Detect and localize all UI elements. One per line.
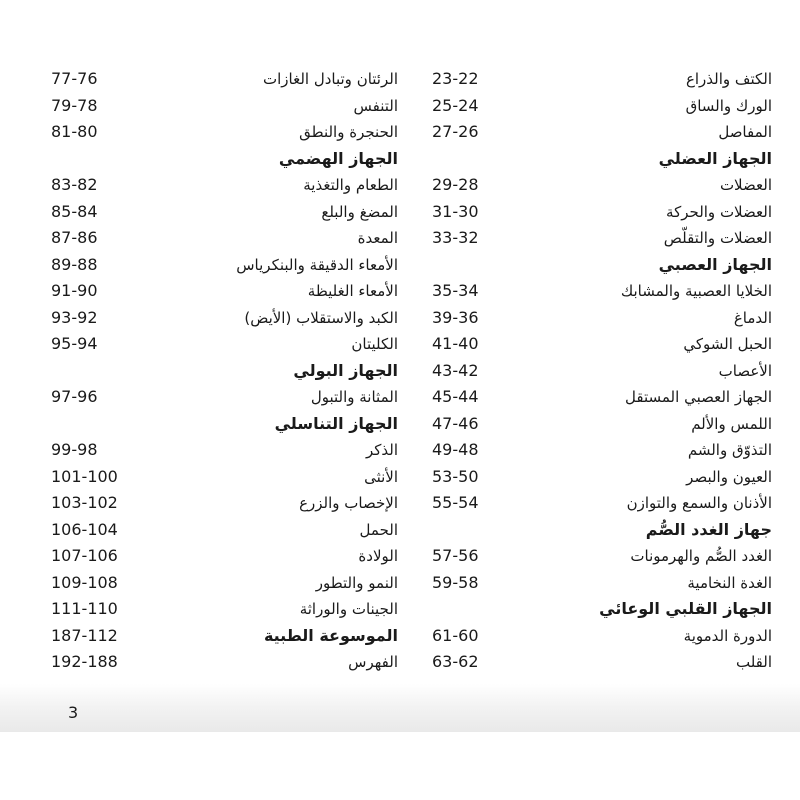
toc-entry xyxy=(40,278,398,305)
entry-title: المفاصل xyxy=(718,123,772,141)
entry-title: الأنثى xyxy=(364,467,398,486)
page-range: 55-54 xyxy=(432,493,479,512)
page-range: 81-80 xyxy=(51,122,98,141)
entry-title: الحبل الشوكي xyxy=(683,335,772,353)
entry-title: الأمعاء الدقيقة والبنكرياس xyxy=(236,255,398,274)
section-title: الجهاز القلبي الوعائي xyxy=(599,599,772,618)
toc-entry xyxy=(400,66,772,93)
page-range: 23-22 xyxy=(432,69,479,88)
page-range: 192-188 xyxy=(51,652,118,671)
toc-entry xyxy=(40,437,398,464)
toc-entry xyxy=(400,411,772,438)
page-range: 109-108 xyxy=(51,572,118,592)
entry-title: الطعام والتغذية xyxy=(303,176,398,194)
page-range: 91-90 xyxy=(51,281,98,300)
page-range: 61-60 xyxy=(432,625,479,645)
toc-right-column xyxy=(400,66,772,678)
entry-title: الغدة النخامية xyxy=(687,573,772,592)
section-title: الجهاز البولي xyxy=(293,360,398,380)
page-range: 83-82 xyxy=(51,175,98,194)
entry-title: اللمس والألم xyxy=(691,414,772,433)
toc-section-heading xyxy=(40,411,398,438)
entry-title: المعدة xyxy=(357,229,398,247)
toc-section-heading xyxy=(40,358,398,385)
page-range: 47-46 xyxy=(432,413,479,433)
entry-title: الدورة الدموية xyxy=(683,626,772,645)
page-range: 45-44 xyxy=(432,387,479,406)
section-title: الجهاز التناسلي xyxy=(274,413,398,433)
toc-entry xyxy=(400,384,772,411)
section-title: الجهاز العضلي xyxy=(658,148,772,168)
page-range: 87-86 xyxy=(51,228,98,247)
page-range: 106-104 xyxy=(51,519,118,539)
page-range: 57-56 xyxy=(432,546,479,565)
toc-entry xyxy=(40,66,398,93)
entry-title: الرئتان وتبادل الغازات xyxy=(262,70,398,88)
entry-title: المثانة والتبول xyxy=(310,388,398,406)
entry-title: الجينات والوراثة xyxy=(299,600,398,618)
section-title: جهاز الغدد الصُّم xyxy=(645,519,772,539)
toc-entry xyxy=(400,437,772,464)
toc-entry xyxy=(40,252,398,279)
footer-band xyxy=(0,684,800,732)
toc-entry xyxy=(40,199,398,226)
toc-entry xyxy=(400,93,772,120)
page-range: 35-34 xyxy=(432,281,479,300)
entry-title: الورك والساق xyxy=(685,96,772,115)
toc-entry xyxy=(400,358,772,385)
page-range: 43-42 xyxy=(432,360,479,380)
page-range: 187-112 xyxy=(51,625,118,645)
toc-entry xyxy=(400,172,772,199)
page-range: 79-78 xyxy=(51,95,98,115)
page-range: 93-92 xyxy=(51,307,98,327)
toc-entry xyxy=(400,331,772,358)
entry-title: التذوّق والشم xyxy=(687,441,772,459)
entry-title: الفهرس xyxy=(348,653,398,671)
page-range: 27-26 xyxy=(432,122,479,141)
toc-entry xyxy=(400,464,772,491)
toc-entry xyxy=(400,199,772,226)
toc-entry xyxy=(400,278,772,305)
entry-title: العيون والبصر xyxy=(686,467,772,486)
page-range: 59-58 xyxy=(432,572,479,592)
toc-entry xyxy=(40,119,398,146)
entry-title: الحنجرة والنطق xyxy=(299,123,398,141)
page-range: 99-98 xyxy=(51,440,98,459)
toc-left-column xyxy=(40,66,398,678)
entry-title: الخلايا العصبية والمشابك xyxy=(620,282,772,300)
page-range: 39-36 xyxy=(432,307,479,327)
toc-entry xyxy=(40,464,398,491)
entry-title: الكبد والاستقلاب (الأيض) xyxy=(244,308,398,327)
toc-entry xyxy=(400,490,772,517)
toc-entry xyxy=(40,384,398,411)
toc-section-heading xyxy=(40,623,398,650)
page-range: 107-106 xyxy=(51,546,118,565)
page-range: 89-88 xyxy=(51,254,98,274)
page-range: 95-94 xyxy=(51,334,98,353)
page-range: 77-76 xyxy=(51,69,98,88)
toc-section-heading xyxy=(400,252,772,279)
toc-entry xyxy=(40,225,398,252)
toc-section-heading xyxy=(40,146,398,173)
page-number: 3 xyxy=(68,703,79,722)
entry-title: الجهاز العصبي المستقل xyxy=(625,388,772,406)
page-range: 63-62 xyxy=(432,652,479,671)
entry-title: الغدد الصُّم والهرمونات xyxy=(630,547,772,565)
entry-title: القلب xyxy=(735,653,772,671)
entry-title: الكتف والذراع xyxy=(685,70,772,88)
toc-entry xyxy=(40,596,398,623)
toc-entry xyxy=(400,119,772,146)
entry-title: الولادة xyxy=(358,547,398,565)
toc-section-heading xyxy=(400,146,772,173)
toc-entry xyxy=(400,305,772,332)
entry-title: التنفس xyxy=(353,96,398,115)
toc-entry xyxy=(40,649,398,676)
page-range: 103-102 xyxy=(51,493,118,512)
toc-entry xyxy=(400,570,772,597)
entry-title: الكليتان xyxy=(351,335,398,353)
entry-title: المضغ والبلع xyxy=(321,202,398,221)
toc-entry xyxy=(400,623,772,650)
page-range: 53-50 xyxy=(432,466,479,486)
entry-title: الحمل xyxy=(359,520,398,539)
entry-title: العضلات xyxy=(719,176,772,194)
entry-title: العضلات والحركة xyxy=(666,202,772,221)
page-range: 29-28 xyxy=(432,175,479,194)
toc-entry xyxy=(40,570,398,597)
entry-title: الأذنان والسمع والتوازن xyxy=(626,494,772,512)
toc-entry xyxy=(40,93,398,120)
entry-title: الأعصاب xyxy=(718,361,772,380)
entry-title: الإخصاب والزرع xyxy=(299,494,398,512)
page-range: 33-32 xyxy=(432,228,479,247)
page-range: 31-30 xyxy=(432,201,479,221)
page-range: 111-110 xyxy=(51,599,118,618)
toc-entry xyxy=(40,172,398,199)
toc-section-heading xyxy=(400,596,772,623)
toc-entry xyxy=(40,331,398,358)
page-range: 101-100 xyxy=(51,466,118,486)
page-range: 97-96 xyxy=(51,387,98,406)
toc-entry xyxy=(400,543,772,570)
page-range: 85-84 xyxy=(51,201,98,221)
toc-entry xyxy=(40,305,398,332)
toc-section-heading xyxy=(400,517,772,544)
page-range: 25-24 xyxy=(432,95,479,115)
entry-title: النمو والتطور xyxy=(315,573,398,592)
toc-entry xyxy=(40,517,398,544)
entry-title: الدماغ xyxy=(733,308,772,327)
section-title: الموسوعة الطبية xyxy=(263,625,398,645)
entry-title: الذكر xyxy=(365,441,398,459)
page-range: 49-48 xyxy=(432,440,479,459)
section-title: الجهاز الهضمي xyxy=(278,148,398,168)
toc-entry xyxy=(400,225,772,252)
toc-entry xyxy=(40,543,398,570)
section-title: الجهاز العصبي xyxy=(658,254,772,274)
page-range: 41-40 xyxy=(432,334,479,353)
toc-entry xyxy=(400,649,772,676)
entry-title: العضلات والتقلّص xyxy=(663,229,772,247)
entry-title: الأمعاء الغليظة xyxy=(307,282,398,300)
toc-entry xyxy=(40,490,398,517)
